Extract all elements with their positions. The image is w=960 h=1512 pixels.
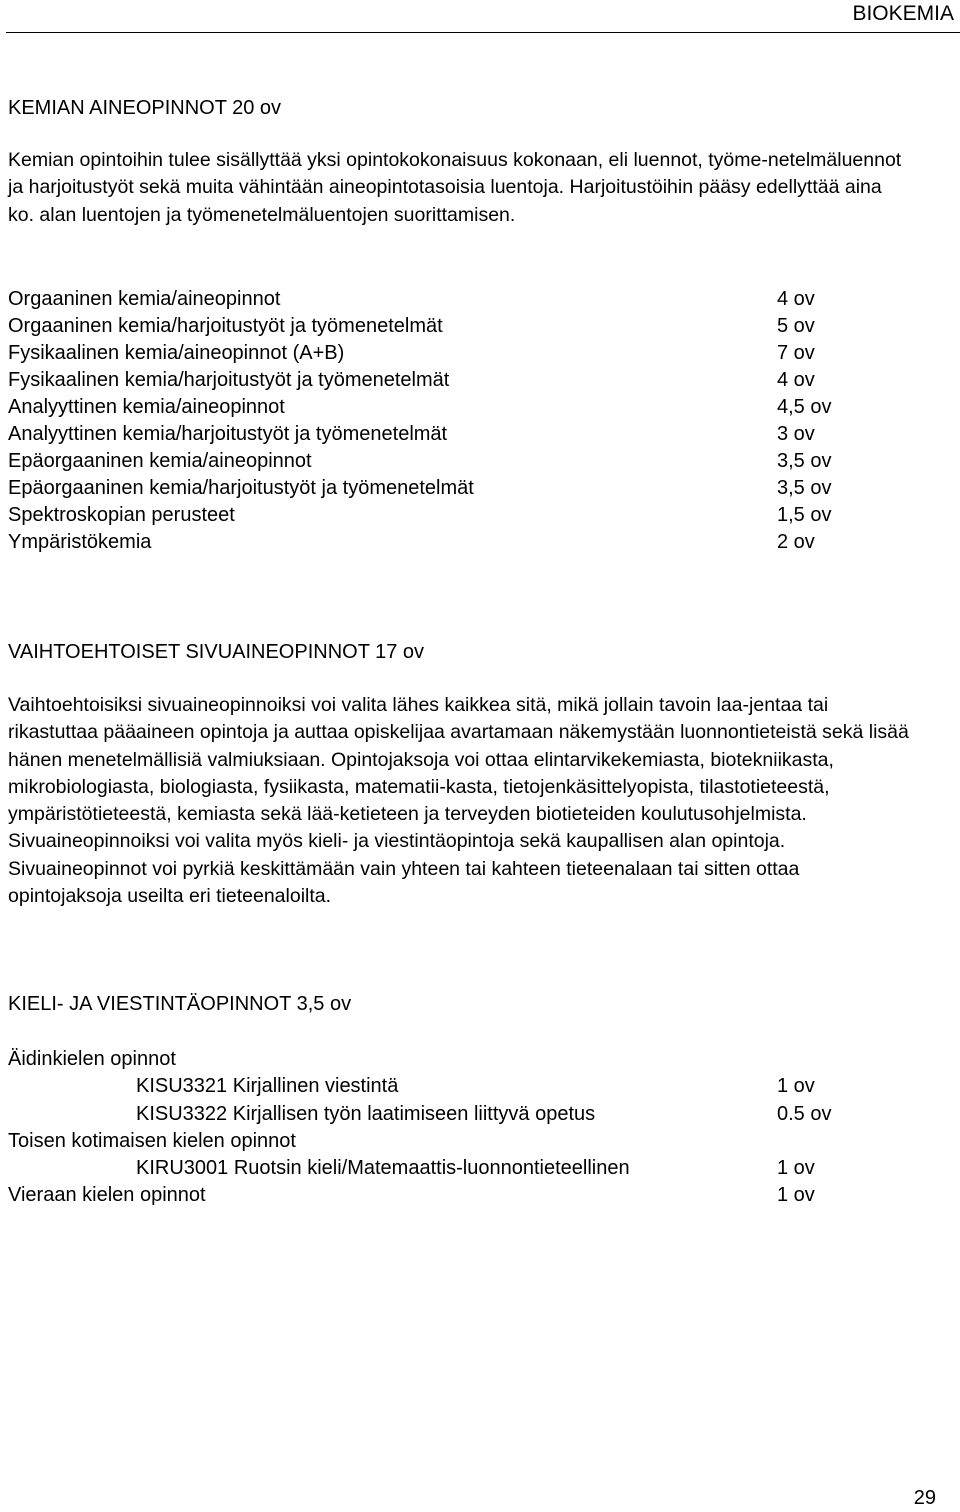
- course-name: Orgaaninen kemia/harjoitustyöt ja työmenetelmät: [8, 315, 443, 337]
- course-name: Fysikaalinen kemia/aineopinnot (A+B): [8, 342, 345, 364]
- course-credits: 5 ov: [777, 315, 815, 337]
- language-group-name: Vieraan kielen opinnot: [8, 1184, 206, 1206]
- section-heading-kieliopinnot: KIELI- JA VIESTINTÄOPINNOT 3,5 ov: [8, 993, 352, 1015]
- course-credits: 2 ov: [777, 531, 815, 553]
- language-group-name: Toisen kotimaisen kielen opinnot: [8, 1130, 296, 1152]
- course-name: Fysikaalinen kemia/harjoitustyöt ja työmenetelmät: [8, 369, 450, 391]
- language-course-name: KISU3321 Kirjallinen viestintä: [136, 1075, 399, 1097]
- course-credits: 1,5 ov: [777, 504, 832, 526]
- language-course-credits: 1 ov: [777, 1157, 815, 1179]
- section-paragraph-sivuaine: Vaihtoehtoisiksi sivuaineopinnoiksi voi valita lähes kaikkea sitä, mikä jollain tavoin laa-jentaa tai rikastuttaa pääaineen opintoja ja auttaa opiskelijaa avartamaan näkemystään luonnontieteistä sekä lisää hänen menetelmällisiä valmiuksiaan. Opintojaksoja voi ottaa elintarvikekemiasta, biotekniikasta, mikrobiologiasta, biologiasta, fysiikasta, matematii-kasta, tietojenkäsittelyopista, tilastotieteestä, ympäristötieteestä, kemiasta sekä lää-ketieteen ja terveyden biotieteiden koulutusohjelmista. Sivuaineopinnoiksi voi valita myös kieli- ja viestintäopintoja sekä kaupallisen alan opintoja. Sivuaineopinnot voi pyrkiä keskittämään vain yhteen tai kahteen tieteenalaan tai sitten ottaa opintojaksoja useilta eri tieteenaloilta.: [8, 694, 909, 908]
- course-name: Epäorgaaninen kemia/harjoitustyöt ja työmenetelmät: [8, 477, 474, 499]
- course-credits: 4 ov: [777, 369, 815, 391]
- section-heading-sivuaineopinnot: VAIHTOEHTOISET SIVUAINEOPINNOT 17 ov: [8, 641, 425, 663]
- page-number: 29: [913, 1487, 936, 1509]
- course-name: Spektroskopian perusteet: [8, 504, 235, 526]
- course-name: Analyyttinen kemia/aineopinnot: [8, 396, 285, 418]
- section-paragraph-kemia: Kemian opintoihin tulee sisällyttää yksi opintokokonaisuus kokonaan, eli luennot, työme-netelmäluennot ja harjoitustyöt sekä muita vähintään aineopintotasoisia luentoja. Harjoitustöihin pääsy edellyttää aina ko. alan luentojen ja työmenetelmäluentojen suorittamisen.: [8, 149, 902, 226]
- course-credits: 3,5 ov: [777, 477, 832, 499]
- course-credits: 7 ov: [777, 342, 815, 364]
- header-divider: [6, 32, 960, 33]
- language-group-name: Äidinkielen opinnot: [8, 1048, 176, 1070]
- running-header: BIOKEMIA: [852, 2, 954, 25]
- course-name: Epäorgaaninen kemia/aineopinnot: [8, 450, 312, 472]
- course-credits: 4 ov: [777, 288, 815, 310]
- language-course-credits: 1 ov: [777, 1184, 815, 1206]
- course-credits: 4,5 ov: [777, 396, 832, 418]
- language-course-name: KISU3322 Kirjallisen työn laatimiseen liittyvä opetus: [136, 1103, 596, 1125]
- course-name: Analyyttinen kemia/harjoitustyöt ja työmenetelmät: [8, 423, 448, 445]
- course-credits: 3,5 ov: [777, 450, 832, 472]
- course-name: Orgaaninen kemia/aineopinnot: [8, 288, 281, 310]
- section-heading-kemian-aineopinnot: KEMIAN AINEOPINNOT 20 ov: [8, 97, 282, 119]
- language-course-credits: 0.5 ov: [777, 1103, 832, 1125]
- course-name: Ympäristökemia: [8, 531, 152, 553]
- language-course-name: KIRU3001 Ruotsin kieli/Matemaattis-luonnontieteellinen: [136, 1157, 630, 1179]
- language-course-credits: 1 ov: [777, 1075, 815, 1097]
- course-credits: 3 ov: [777, 423, 815, 445]
